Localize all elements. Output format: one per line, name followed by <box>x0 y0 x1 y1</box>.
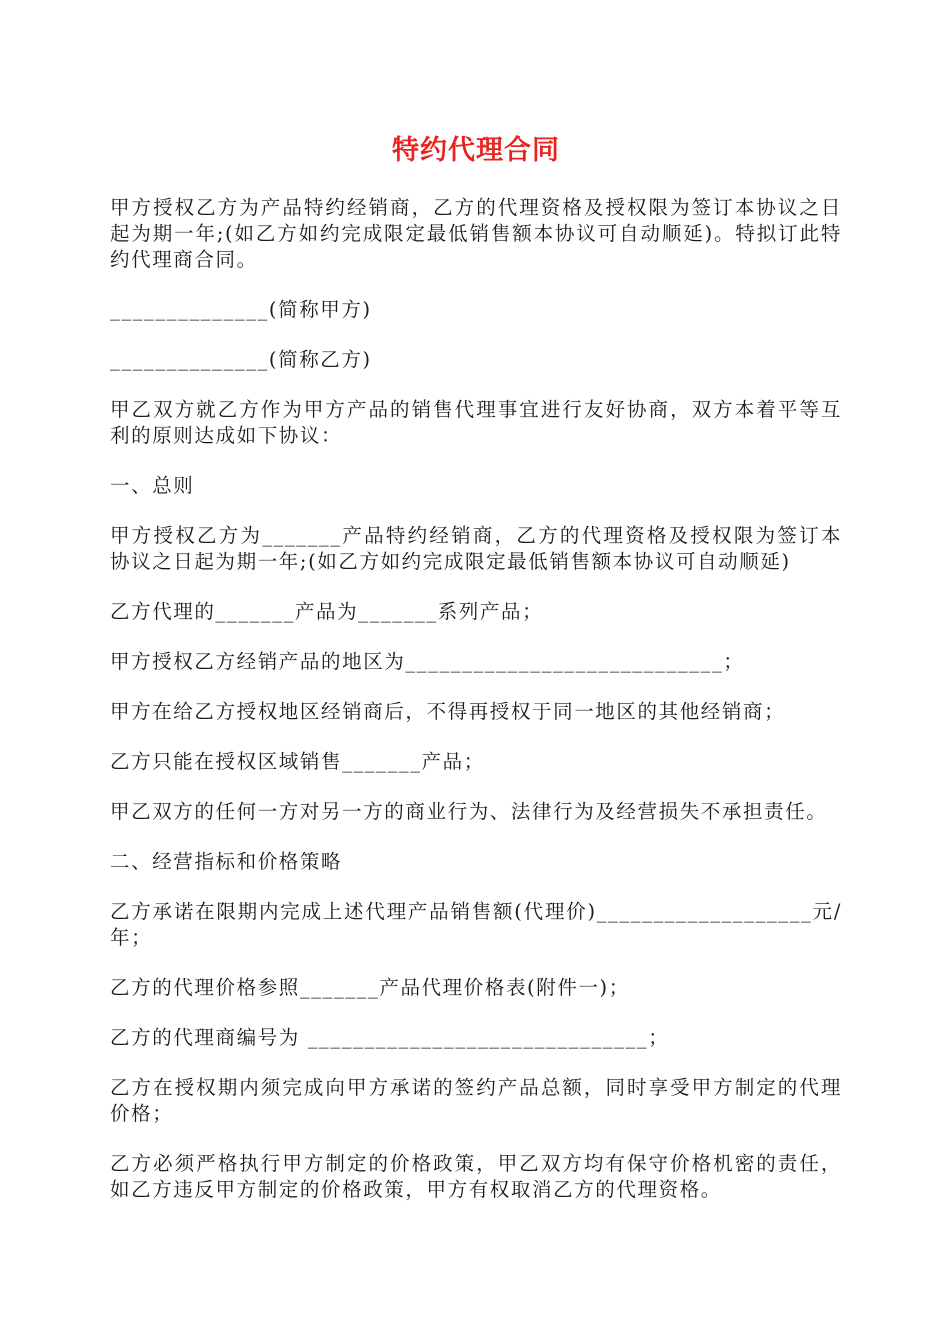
spacer <box>110 875 842 899</box>
paragraph-price-policy: 乙方必须严格执行甲方制定的价格政策，甲乙双方均有保守价格机密的责任， 如乙方违反甲方制定的价格政策，甲方有权取消乙方的代理资格。 <box>110 1152 842 1201</box>
paragraph-party-a: ______________(简称甲方) <box>110 298 372 321</box>
spacer <box>110 725 842 749</box>
paragraph-agency-products: 乙方代理的_______产品为_______系列产品； <box>110 600 544 623</box>
spacer <box>110 951 842 975</box>
spacer <box>110 575 842 599</box>
paragraph-authorization: 甲方授权乙方为_______产品特约经销商，乙方的代理资格及授权限为签订本协议之日起为期一年;(如乙方如约完成限定最低销售额本协议可自动顺延) <box>110 524 842 573</box>
spacer <box>110 273 842 297</box>
paragraph-price-reference: 乙方的代理价格参照_______产品代理价格表(附件一)； <box>110 976 630 999</box>
paragraph-total-amount: 乙方在授权期内须完成向甲方承诺的签约产品总额，同时享受甲方制定的代理价格； <box>110 1076 842 1125</box>
spacer <box>110 499 842 523</box>
paragraph-exclusive: 甲方在给乙方授权地区经销商后，不得再授权于同一地区的其他经销商； <box>110 700 786 723</box>
paragraph-intro: 甲方授权乙方为产品特约经销商，乙方的代理资格及授权限为签订本协议之日起为期一年;(如乙方如约完成限定最低销售额本协议可自动顺延)。特拟订此特约代理商合同。 <box>110 196 842 271</box>
section-heading-targets: 二、经营指标和价格策略 <box>110 850 343 873</box>
paragraph-sales-target: 乙方承诺在限期内完成上述代理产品销售额(代理价)___________________元/年； <box>110 900 842 949</box>
spacer <box>110 1051 842 1075</box>
paragraph-agreement: 甲乙双方就乙方作为甲方产品的销售代理事宜进行友好协商，双方本着平等互利的原则达成如下协议： <box>110 398 842 447</box>
paragraph-region: 甲方授权乙方经销产品的地区为____________________________； <box>110 650 745 673</box>
document-title: 特约代理合同 <box>392 135 560 166</box>
spacer <box>110 775 842 799</box>
spacer <box>110 625 842 649</box>
spacer <box>110 825 842 849</box>
spacer <box>110 176 842 195</box>
spacer <box>110 323 842 347</box>
paragraph-agent-number: 乙方的代理商编号为 ______________________________； <box>110 1026 670 1049</box>
spacer <box>110 1001 842 1025</box>
section-heading-general: 一、总则 <box>110 474 195 497</box>
paragraph-party-b: ______________(简称乙方) <box>110 348 372 371</box>
paragraph-liability: 甲乙双方的任何一方对另一方的商业行为、法律行为及经营损失不承担责任。 <box>110 800 828 823</box>
spacer <box>110 373 842 397</box>
spacer <box>110 449 842 473</box>
spacer <box>110 1127 842 1151</box>
paragraph-area-sales: 乙方只能在授权区域销售_______产品； <box>110 750 485 773</box>
spacer <box>110 675 842 699</box>
